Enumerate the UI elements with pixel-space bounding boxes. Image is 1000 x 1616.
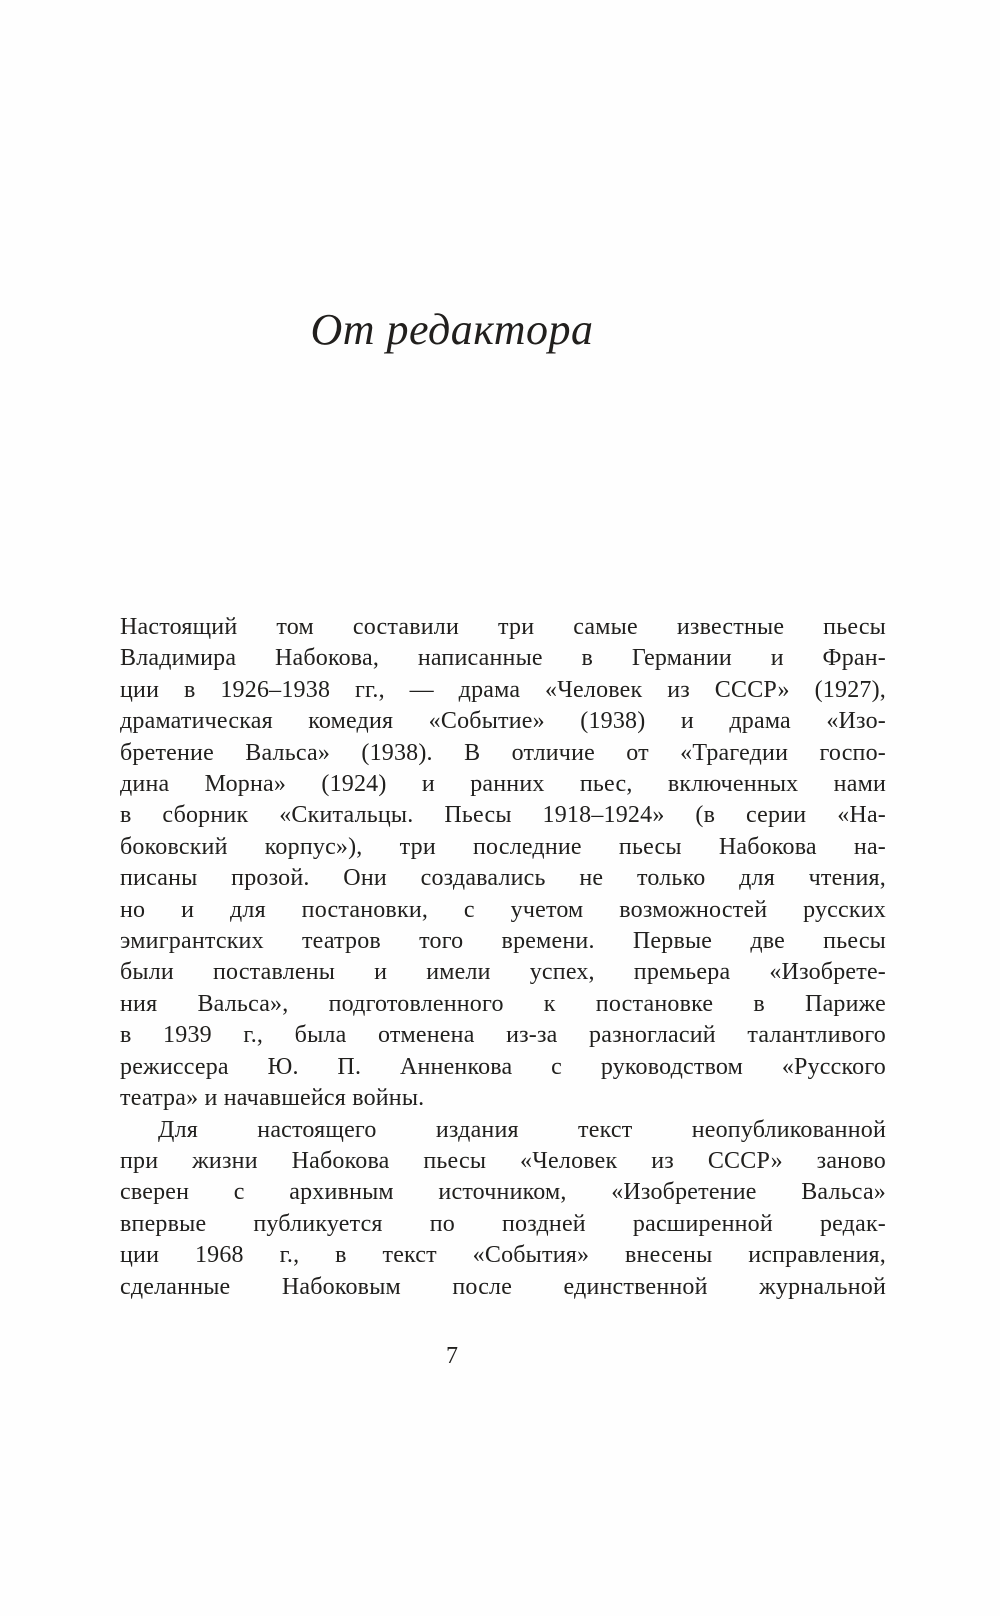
text-line: Настоящий том составили три самые известные пьесы: [120, 614, 886, 640]
page-number: 7: [446, 1343, 458, 1369]
text-line: но и для постановки, с учетом возможностей русских: [120, 896, 886, 923]
text-line: драматическая комедия «Событие» (1938) и драма «Изо-: [120, 708, 886, 735]
text-line: ции 1968 г., в текст «События» внесены исправления,: [120, 1242, 886, 1269]
body-text: [120, 612, 886, 1303]
chapter-title: От редактора: [310, 305, 594, 354]
text-line: дина Морна» (1924) и ранних пьес, включенных нами: [120, 771, 886, 798]
text-line: в сборник «Скитальцы. Пьесы 1918–1924» (в серии «На-: [120, 802, 886, 829]
text-line: в 1939 г., была отменена из-за разногласий талантливого: [120, 1022, 886, 1049]
text-line: сделанные Набоковым после единственной журнальной: [120, 1273, 886, 1300]
text-line: Для настоящего издания текст неопубликованной: [158, 1116, 886, 1143]
text-line: бретение Вальса» (1938). В отличие от «Трагедии госпо-: [120, 739, 886, 766]
text-line: писаны прозой. Они создавались не только для чтения,: [120, 865, 886, 892]
text-line: впервые публикуется по поздней расширенной редак-: [120, 1210, 886, 1237]
text-line: были поставлены и имели успех, премьера «Изобрете-: [120, 959, 886, 986]
text-line: сверен с архивным источником, «Изобретение Вальса»: [120, 1179, 886, 1206]
text-line: ции в 1926–1938 гг., — драма «Человек из СССР» (1927),: [120, 676, 886, 703]
text-line: ния Вальса», подготовленного к постановке в Париже: [120, 990, 886, 1017]
text-line: эмигрантских театров того времени. Первые две пьесы: [120, 928, 886, 955]
text-line: режиссера Ю. П. Анненкова с руководством «Русского: [120, 1053, 886, 1080]
text-line: Владимира Набокова, написанные в Германии и Фран-: [120, 645, 886, 672]
text-line: при жизни Набокова пьесы «Человек из СССР» заново: [120, 1147, 886, 1174]
text-line: театра» и начавшейся войны.: [120, 1085, 425, 1112]
text-line: боковский корпус»), три последние пьесы Набокова на-: [120, 833, 886, 860]
